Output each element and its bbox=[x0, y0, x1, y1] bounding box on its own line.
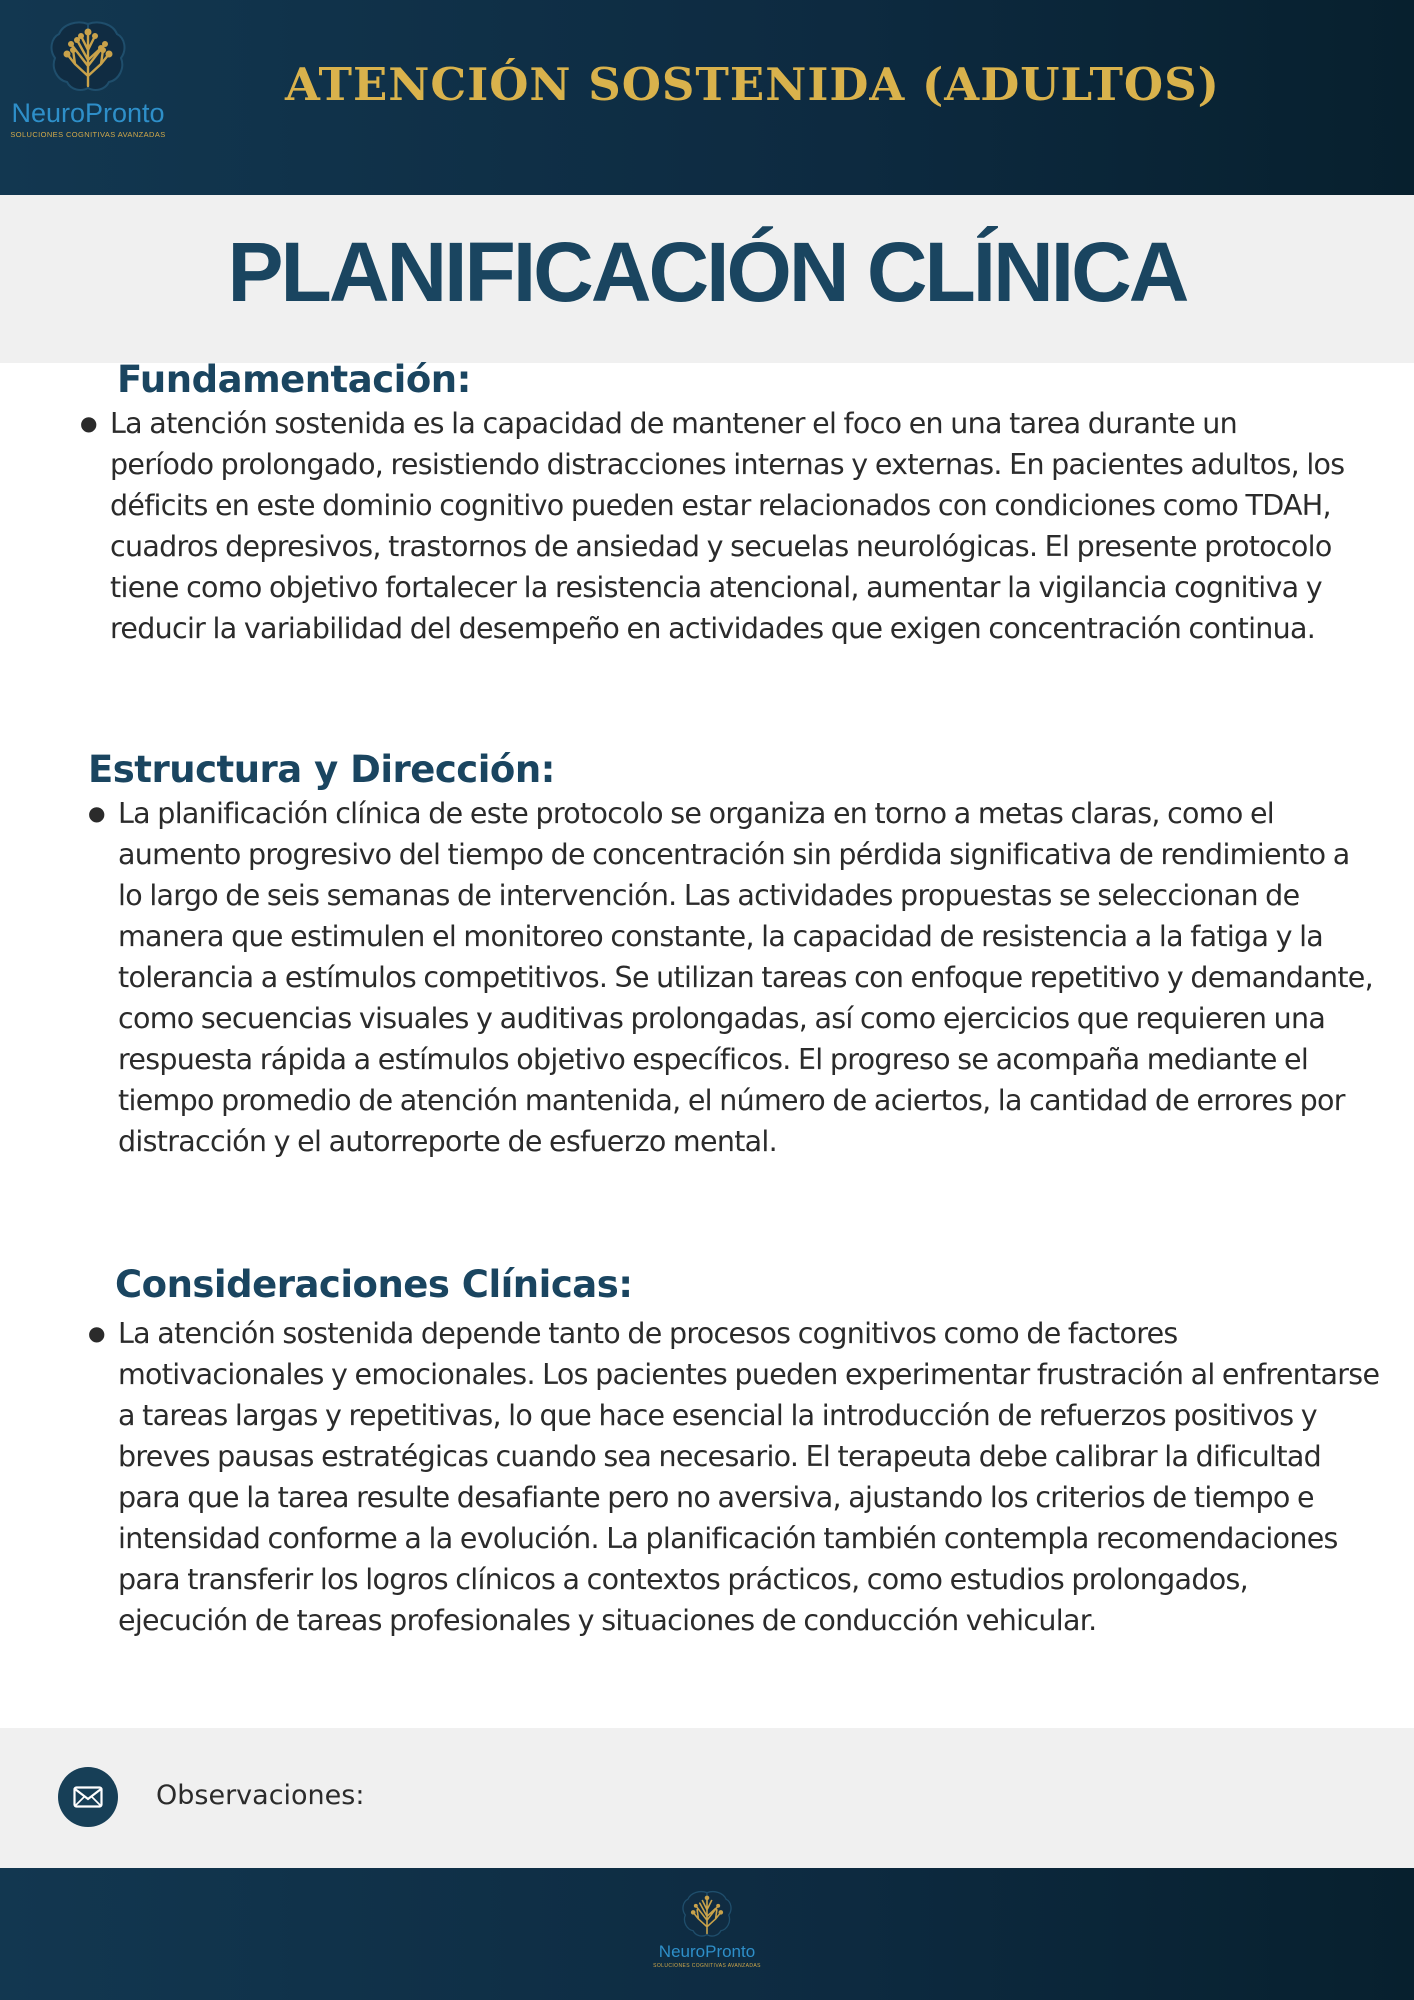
neuropronto-logo bbox=[10, 20, 166, 139]
footer-brand-tagline: SOLUCIONES COGNITIVAS AVANZADAS bbox=[653, 1963, 761, 1969]
bullet-marker: ● bbox=[88, 801, 106, 825]
section-heading-estructura: Estructura y Dirección: bbox=[88, 748, 555, 791]
footer-logo bbox=[627, 1890, 787, 1969]
mail-icon bbox=[73, 1786, 103, 1808]
protocol-subtitle: ATENCIÓN SOSTENIDA (ADULTOS) bbox=[285, 58, 1220, 111]
section-heading-consideraciones: Consideraciones Clínicas: bbox=[115, 1263, 633, 1306]
header-banner bbox=[0, 0, 1414, 195]
footer-banner bbox=[0, 1868, 1414, 2000]
brain-tree-icon bbox=[47, 20, 129, 96]
section-text-consideraciones: La atención sostenida depende tanto de procesos cognitivos como de factores motivacionales y emocionales. Los pacientes pueden experimentar frustración al enfrentarse a tareas largas y repetitivas, lo que hace esencial la introducción de refuerzos positivos y breves pausas estratégicas cuando sea necesario. El terapeuta debe calibrar la dificultad para que la tarea resulte desafiante pero no aversiva, ajustando los criterios de tiempo e intensidad conforme a la evolución. La planificación también contempla recomendaciones para transferir los logros clínicos a contextos prácticos, como estudios prolongados, ejecución de tareas profesionales y situaciones de conducción vehicular. bbox=[118, 1317, 1380, 1637]
section-text-fundamentacion: La atención sostenida es la capacidad de mantener el foco en una tarea durante un período prolongado, resistiendo distracciones internas y externas. En pacientes adultos, los déficits en este dominio cognitivo pueden estar relacionados con condiciones como TDAH, cuadros depresivos, trastornos de ansiedad y secuelas neurológicas. El presente protocolo tiene como objetivo fortalecer la resistencia atencional, aumentar la vigilancia cognitiva y reducir la variabilidad del desempeño en actividades que exigen concentración continua. bbox=[110, 407, 1345, 645]
observations-label: Observaciones: bbox=[156, 1780, 365, 1811]
brand-name: NeuroPronto bbox=[11, 98, 165, 128]
bullet-marker: ● bbox=[80, 411, 98, 435]
brand-tagline: SOLUCIONES COGNITIVAS AVANZADAS bbox=[10, 130, 166, 139]
section-heading-fundamentacion: Fundamentación: bbox=[117, 358, 471, 401]
bullet-marker: ● bbox=[88, 1321, 106, 1345]
page-title: PLANIFICACIÓN CLÍNICA bbox=[227, 225, 1187, 319]
brain-tree-icon bbox=[680, 1890, 734, 1940]
footer-brand-name: NeuroPronto bbox=[658, 1942, 756, 1961]
mail-button[interactable] bbox=[58, 1767, 118, 1827]
section-text-estructura: La planificación clínica de este protocolo se organiza en torno a metas claras, como el aumento progresivo del tiempo de concentración sin pérdida significativa de rendimiento a lo largo de seis semanas de intervención. Las actividades propuestas se seleccionan de manera que estimulen el monitoreo constante, la capacidad de resistencia a la fatiga y la tolerancia a estímulos competitivos. Se utilizan tareas con enfoque repetitivo y demandante, como secuencias visuales y auditivas prolongadas, así como ejercicios que requieren una respuesta rápida a estímulos objetivo específicos. El progreso se acompaña mediante el tiempo promedio de atención mantenida, el número de aciertos, la cantidad de errores por distracción y el autorreporte de esfuerzo mental. bbox=[118, 797, 1373, 1158]
